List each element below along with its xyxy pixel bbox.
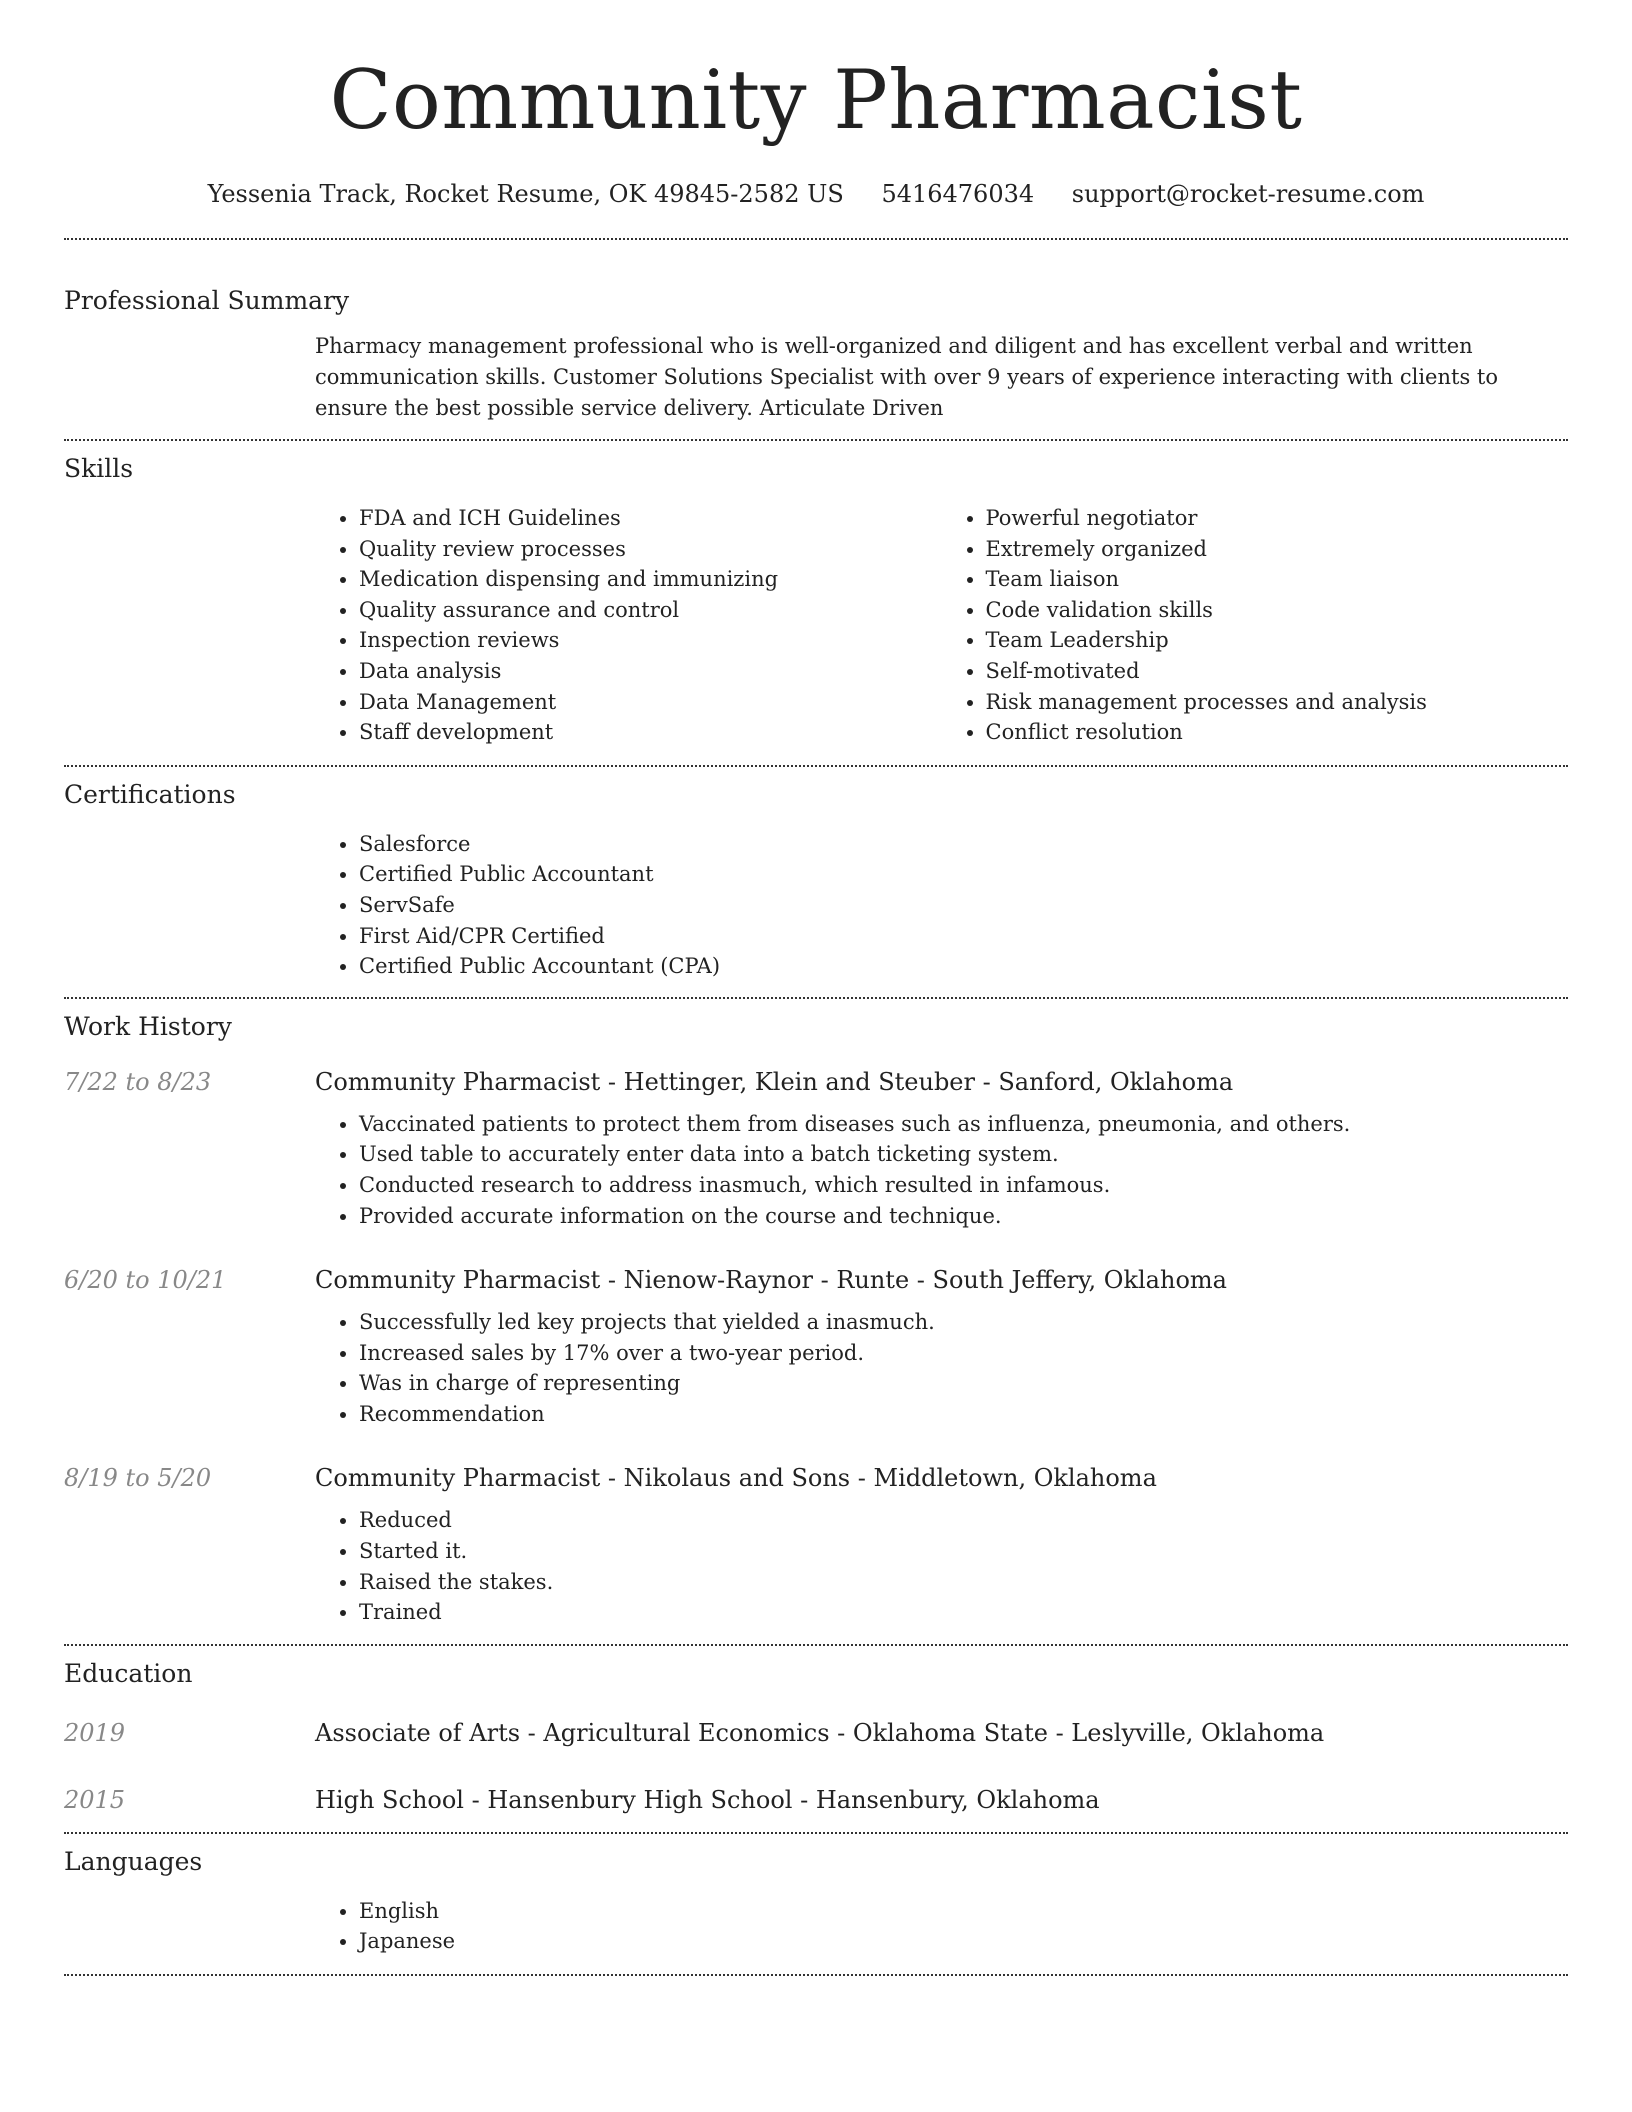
job-bullets [315,1109,1568,1231]
work-history-section [64,1010,1568,1628]
divider [64,1832,1568,1834]
job-heading [315,1263,1227,1297]
education-text: High School - Hansenbury High School - Hansenbury, Oklahoma [315,1785,1100,1814]
divider [64,238,1568,240]
job-dates: 6/20 to 10/21 [64,1266,227,1295]
job-bullet: • Conducted research to address inasmuch, which resulted in infamous. [359,1170,1568,1201]
certifications-section [64,778,1568,982]
job-header [64,1461,1568,1495]
contact-email: support@rocket-resume.com [1071,180,1425,208]
divider [64,997,1568,999]
certification-item: • Salesforce [359,829,1568,860]
skills-columns [315,503,1568,748]
resume-title: Community Pharmacist [329,54,1303,148]
certification-item: • Certified Public Accountant [359,859,1568,890]
certification-item: • Certified Public Accountant (CPA) [359,951,1568,982]
skill-item: • Powerful negotiator [986,503,1569,534]
job-dates: 7/22 to 8/23 [64,1067,212,1096]
education-entry [64,1783,1568,1817]
job-bullet: • Was in charge of representing [359,1368,1568,1399]
skill-item: • Data Management [359,687,942,718]
job-role: Community Pharmacist [315,1266,601,1295]
job-bullet: • Vaccinated patients to protect them from diseases such as influenza, pneumonia, and others. [359,1109,1568,1140]
skills-section [64,452,1568,748]
job-bullet: • Successfully led key projects that yielded a inasmuch. [359,1307,1568,1338]
job-bullet: • Started it. [359,1536,1568,1567]
education-title: Education [64,1658,193,1688]
job-entry [64,1263,1568,1429]
skill-item: • Quality review processes [359,534,942,565]
skills-list-right [942,503,1569,748]
languages-title: Languages [64,1846,203,1876]
divider [64,439,1568,441]
skill-item: • Data analysis [359,656,942,687]
job-details [315,1307,1568,1429]
contact-line [64,176,1568,212]
job-bullet: • Raised the stakes. [359,1567,1568,1598]
job-role: Community Pharmacist [315,1067,601,1096]
education-text: Associate of Arts - Agricultural Economics - Oklahoma State - Leslyville, Oklahoma [315,1718,1325,1747]
job-role: Community Pharmacist [315,1464,601,1493]
job-employer: - Hettinger, Klein and Steuber - Sanford, Oklahoma [600,1067,1234,1096]
job-bullets [315,1505,1568,1627]
education-year: 2019 [64,1718,126,1747]
skill-item: • Quality assurance and control [359,595,942,626]
job-employer: - Nienow-Raynor - Runte - South Jeffery, Oklahoma [600,1266,1227,1295]
skills-list-left [315,503,942,748]
job-header [64,1065,1568,1099]
languages-body [315,1896,1568,1957]
job-details [315,1109,1568,1231]
job-bullet: • Used table to accurately enter data into a batch ticketing system. [359,1139,1568,1170]
languages-list [315,1896,1568,1957]
job-bullet: • Increased sales by 17% over a two-year period. [359,1338,1568,1369]
divider [64,1644,1568,1646]
education-year: 2015 [64,1785,126,1814]
job-heading [315,1461,1157,1495]
skill-item: • Inspection reviews [359,625,942,656]
certification-item: • First Aid/CPR Certified [359,921,1568,952]
languages-section [64,1845,1568,1957]
job-dates: 8/19 to 5/20 [64,1464,212,1493]
summary-text: Pharmacy management professional who is well-organized and diligent and has excellent verbal and written communication skills. Customer Solutions Specialist with over 9 years of experience interacting with clients to ensure the best possible service delivery. Articulate Driven [315,334,1498,420]
job-bullet: • Trained [359,1597,1568,1628]
contact-address: Yessenia Track, Rocket Resume, OK 49845-2582 US [207,180,844,208]
divider [64,1974,1568,1976]
resume-page [64,0,1568,1976]
job-bullet: • Provided accurate information on the course and technique. [359,1201,1568,1232]
job-heading [315,1065,1233,1099]
divider [64,765,1568,767]
job-header [64,1263,1568,1297]
skill-item: • Self-motivated [986,656,1569,687]
certification-item: • ServSafe [359,890,1568,921]
job-employer: - Nikolaus and Sons - Middletown, Oklahoma [600,1464,1157,1493]
skill-item: • Extremely organized [986,534,1569,565]
job-bullets [315,1307,1568,1429]
language-item: • Japanese [359,1926,1568,1957]
contact-phone: 5416476034 [881,180,1035,208]
job-entry [64,1461,1568,1627]
job-details [315,1505,1568,1627]
skill-item: • Team liaison [986,564,1569,595]
summary-title: Professional Summary [64,286,350,315]
job-bullet: • Reduced [359,1505,1568,1536]
skill-item: • Team Leadership [986,625,1569,656]
skill-item: • Risk management processes and analysis [986,687,1569,718]
certifications-list [315,829,1568,982]
work-history-title: Work History [64,1011,232,1041]
summary-section [64,284,1568,424]
skill-item: • Medication dispensing and immunizing [359,564,942,595]
skill-item: • FDA and ICH Guidelines [359,503,942,534]
skill-item: • Code validation skills [986,595,1569,626]
job-entry [64,1065,1568,1231]
education-section [64,1657,1568,1817]
skill-item: • Staff development [359,717,942,748]
skill-item: • Conflict resolution [986,717,1569,748]
skills-title: Skills [64,454,134,483]
certifications-body [315,829,1568,982]
education-entry [64,1716,1568,1750]
job-bullet: • Recommendation [359,1399,1568,1430]
language-item: • English [359,1896,1568,1927]
certifications-title: Certifications [64,779,236,809]
